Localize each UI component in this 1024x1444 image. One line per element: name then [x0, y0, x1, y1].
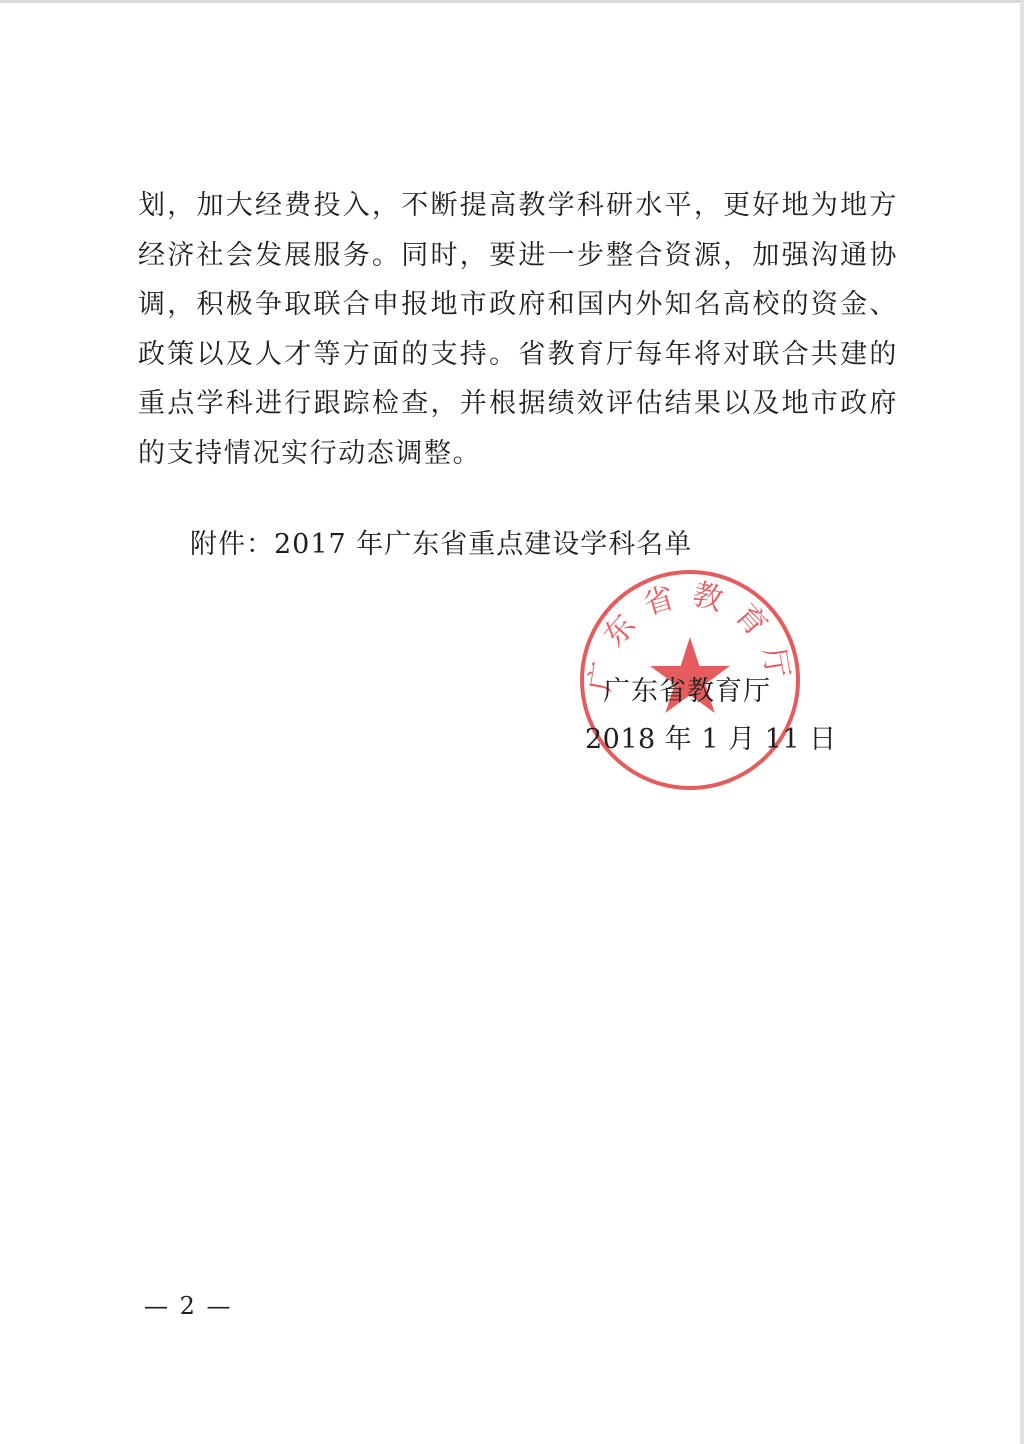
seal-text: 广东省教育厅 [582, 576, 798, 695]
attachment-line: 附件：2017 年广东省重点建设学科名单 [190, 529, 693, 560]
body-paragraph: 划，加大经费投入，不断提高教学科研水平，更好地为地方经济社会发展服务。同时，要进一步整合资源，加强沟通协调，积极争取联合申报地市政府和国内外知名高校的资金、政策以及人才等方面的支持。省教育厅每年将对联合共建的重点学科进行跟踪检查，并根据绩效评估结果以及地市政府的支持情况实行动态调整。 [138, 190, 898, 469]
issuer-name: 广东省教育厅 [603, 676, 771, 707]
scan-edge-top [0, 0, 1024, 3]
scan-edge-right [1020, 0, 1024, 1444]
page-number: — 2 — [144, 1292, 233, 1320]
issue-date: 2018 年 1 月 11 日 [585, 724, 837, 755]
